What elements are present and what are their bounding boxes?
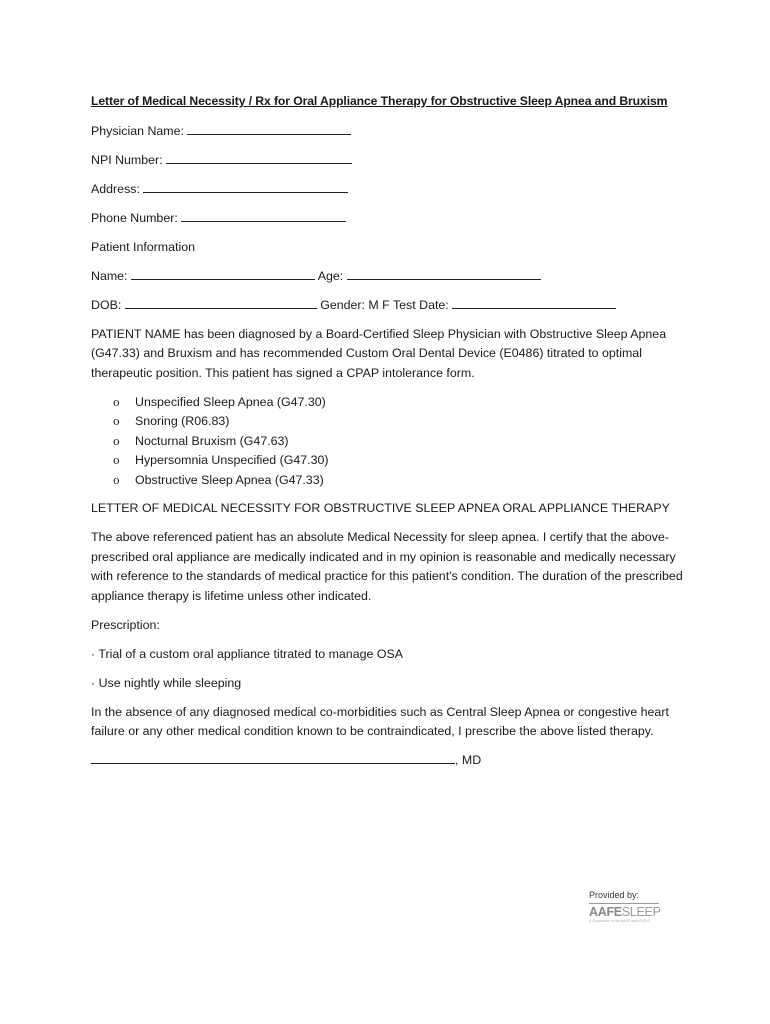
physician-name-field[interactable] [187, 122, 351, 135]
phone-number-label: Phone Number: [91, 210, 178, 225]
list-item [91, 412, 691, 432]
address-label: Address: [91, 181, 140, 196]
address-field[interactable] [143, 180, 348, 193]
patient-name-age-row [91, 267, 691, 287]
divider [589, 903, 659, 904]
npi-number-row [91, 151, 691, 171]
logo-brand: AAFE [589, 905, 622, 919]
dob-gender-row [91, 296, 691, 316]
bullet-icon: o [113, 395, 120, 409]
code-label: Hypersomnia Unspecified (G47.30) [135, 453, 329, 468]
prescription-item-trial: · Trial of a custom oral appliance titrated to manage OSA [91, 646, 403, 661]
provided-by-label: Provided by: [589, 890, 640, 900]
list-item [91, 393, 691, 413]
logo-product: SLEEP [621, 905, 661, 919]
necessity-paragraph: The above referenced patient has an absolute Medical Necessity for sleep apnea. I certify that the above-prescribed oral appliance are medically indicated and in my opinion is reasonable and medically necessary with reference to the standards of medical practice for this patient's condition. The duration of the prescribed appliance therapy is lifetime unless other indicated. [91, 530, 683, 603]
prescription-item-nightly: · Use nightly while sleeping [91, 675, 242, 690]
bullet-icon: o [113, 434, 120, 448]
list-item [91, 451, 691, 471]
age-field[interactable] [347, 267, 541, 280]
prescription-label: Prescription: [91, 617, 160, 632]
bullet-icon: o [113, 454, 120, 468]
signature-field[interactable] [91, 751, 455, 764]
address-row [91, 180, 691, 200]
test-date-field[interactable] [452, 296, 616, 309]
diagnosis-code-list [91, 393, 691, 491]
closing-paragraph: In the absence of any diagnosed medical co-morbidities such as Central Sleep Apnea or congestive heart failure or any other medical condition known to be contraindicated, I prescribe the above listed therapy. [91, 704, 669, 739]
aafe-sleep-logo [589, 905, 659, 927]
gender-test-date-label: Gender: M F Test Date: [320, 297, 449, 312]
code-label: Snoring (R06.83) [135, 414, 230, 429]
patient-information-heading: Patient Information [91, 239, 196, 254]
diagnosis-paragraph: PATIENT NAME has been diagnosed by a Board-Certified Sleep Physician with Obstructive Sleep Apnea (G47.33) and Bruxism and has recommended Custom Oral Dental Device (E0486) titrated to optimal therapeutic position. This patient has signed a CPAP intolerance form. [91, 326, 667, 380]
list-item [91, 471, 691, 491]
npi-number-field[interactable] [166, 151, 352, 164]
signature-suffix: , MD [455, 753, 482, 768]
npi-number-label: NPI Number: [91, 152, 163, 167]
age-label: Age: [317, 268, 344, 283]
list-item [91, 432, 691, 452]
dob-label: DOB: [91, 297, 122, 312]
code-label: Nocturnal Bruxism (G47.63) [135, 433, 289, 448]
patient-name-field[interactable] [131, 267, 315, 280]
signature-row [91, 751, 691, 771]
bullet-icon: o [113, 473, 120, 487]
section-heading: LETTER OF MEDICAL NECESSITY FOR OBSTRUCTIVE SLEEP APNEA ORAL APPLIANCE THERAPY [91, 501, 670, 516]
physician-name-row [91, 122, 691, 142]
phone-number-row [91, 209, 691, 229]
dob-field[interactable] [125, 296, 317, 309]
logo-wordmark [589, 905, 659, 919]
physician-name-label: Physician Name: [91, 123, 184, 138]
code-label: Obstructive Sleep Apnea (G47.33) [135, 472, 324, 487]
letter-title: Letter of Medical Necessity / Rx for Oral Appliance Therapy for Obstructive Sleep Apnea and Bruxism [91, 94, 668, 108]
bullet-icon: o [113, 415, 120, 429]
letter-body [91, 92, 691, 780]
logo-tagline: A Corporation of the AAFE and AOSDS [589, 919, 650, 923]
phone-number-field[interactable] [181, 209, 346, 222]
patient-name-label: Name: [91, 268, 128, 283]
code-label: Unspecified Sleep Apnea (G47.30) [135, 394, 326, 409]
